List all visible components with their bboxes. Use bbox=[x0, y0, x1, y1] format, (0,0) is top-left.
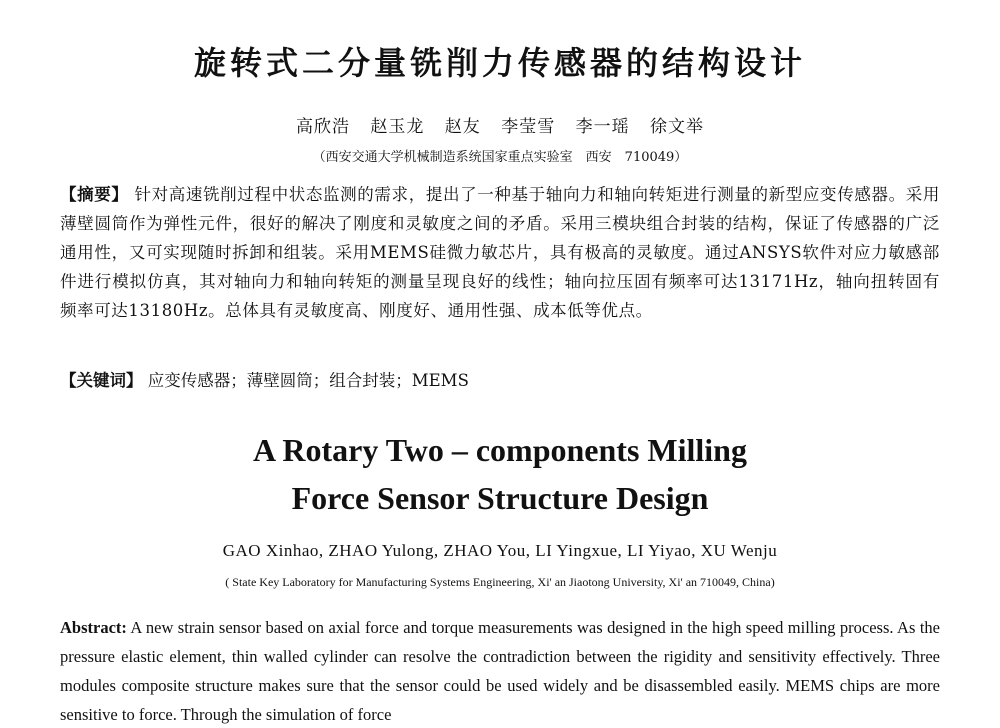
chinese-affiliation: （西安交通大学机械制造系统国家重点实验室 西安 710049） bbox=[312, 150, 688, 165]
chinese-title: 旋转式二分量铣削力传感器的结构设计 bbox=[193, 44, 806, 82]
chinese-authors: 高欣浩 赵玉龙 赵友 李莹雪 李一瑶 徐文举 bbox=[295, 117, 705, 137]
chinese-keywords-text: 应变传感器；薄壁圆筒；组合封装；MEMS bbox=[142, 371, 469, 390]
english-title-line-2: Force Sensor Structure Design bbox=[291, 480, 709, 516]
chinese-abstract-text: 针对高速铣削过程中状态监测的需求，提出了一种基于轴向力和轴向转矩进行测量的新型应变传感器。采用薄壁圆筒作为弹性元件，很好的解决了刚度和灵敏度之间的矛盾。采用三模块组合封装的结构，保证了传感器的广泛通用性，又可实现随时拆卸和组装。采用MEMS硅微力敏芯片，具有极高的灵敏度。通过ANSYS软件对应力敏感部件进行模拟仿真，其对轴向力和轴向转矩的测量呈现良好的线性；轴向拉压固有频率可达13171Hz，轴向扭转固有频率可达13180Hz。总体具有灵敏度高、刚度好、通用性强、成本低等优点。 bbox=[60, 185, 940, 320]
english-abstract-label: Abstract: bbox=[60, 618, 127, 637]
english-abstract-text: A new strain sensor based on axial force and torque measurements was designed in the high speed milling process. As the pressure elastic element, thin walled cylinder can resolve the contradiction between the rigidity and sensitivity effectively. Three modules composite structure makes sure that the sensor could be used widely and be disassembled easily. MEMS chips are more sensitive to force. Through the simulation of force bbox=[60, 618, 940, 724]
english-authors: GAO Xinhao, ZHAO Yulong, ZHAO You, LI Yingxue, LI Yiyao, XU Wenju bbox=[222, 541, 778, 560]
chinese-abstract bbox=[60, 180, 940, 325]
chinese-abstract-label: 【摘要】 bbox=[60, 185, 129, 204]
chinese-keywords bbox=[60, 367, 940, 395]
english-affiliation: ( State Key Laboratory for Manufacturing Systems Engineering, Xi' an Jiaotong University, Xi' an 710049, China) bbox=[225, 575, 775, 589]
chinese-keywords-label: 【关键词】 bbox=[60, 371, 143, 390]
english-title-line-1: A Rotary Two – components Milling bbox=[253, 432, 747, 468]
english-abstract bbox=[60, 613, 940, 728]
english-title bbox=[0, 426, 1000, 522]
